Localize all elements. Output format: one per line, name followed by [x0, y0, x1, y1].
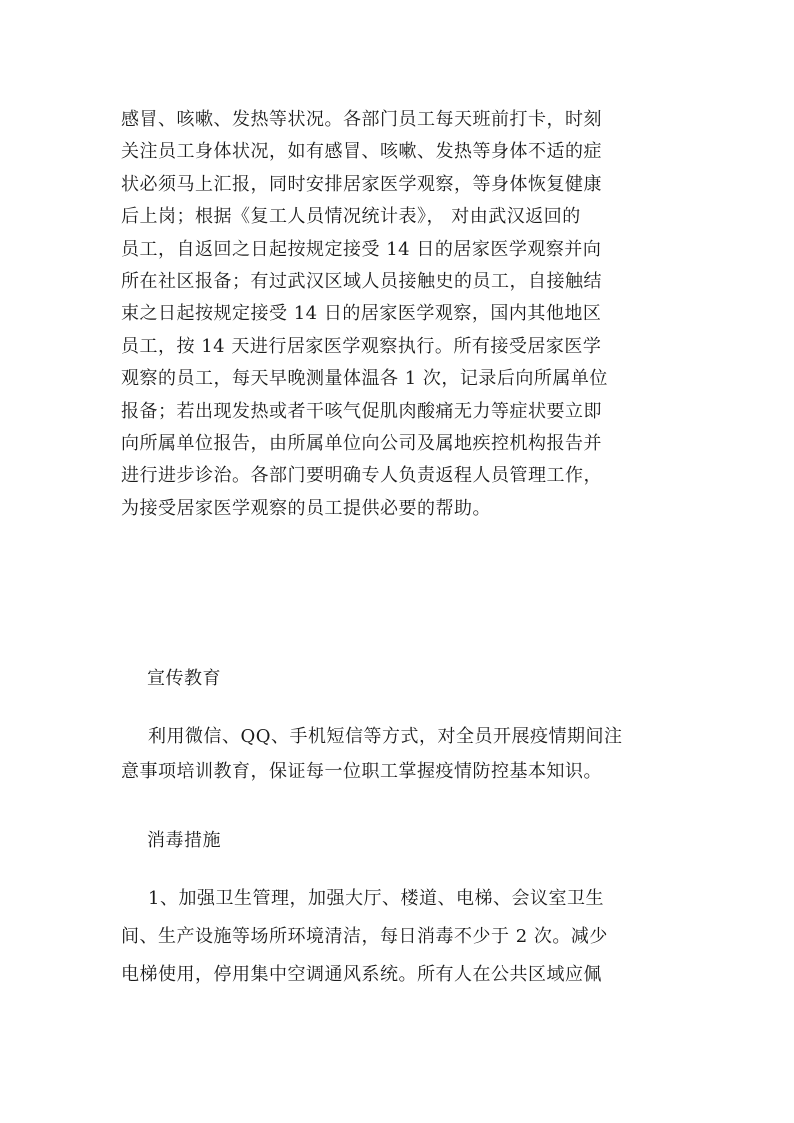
health-monitoring-paragraph [121, 104, 679, 525]
paragraph-line: 间、生产设施等场所环境清洁，每日消毒不少于 2 次。减少 [121, 926, 608, 947]
section-heading-publicity: 宣传教育 [147, 668, 221, 689]
paragraph-line: 束之日起按规定接受 14 日的居家医学观察，国内其他地区 [121, 303, 602, 325]
paragraph-line: 关注员工身体状况，如有感冒、咳嗽、发热等身体不适的症 [121, 141, 602, 163]
publicity-paragraph [121, 719, 679, 789]
paragraph-line: 感冒、咳嗽、发热等状况。各部门员工每天班前打卡，时刻 [121, 109, 602, 130]
paragraph-line: 1、加强卫生管理，加强大厅、楼道、电梯、会议室卫生 [148, 888, 604, 909]
section-heading-disinfection: 消毒措施 [147, 830, 221, 851]
paragraph-line: 报备；若出现发热或者干咳气促肌肉酸痛无力等症状要立即 [121, 400, 602, 422]
paragraph-line: 意事项培训教育，保证每一位职工掌握疫情防控基本知识。 [121, 761, 602, 782]
paragraph-line: 员工，自返回之日起按规定接受 14 日的居家医学观察并向 [121, 238, 602, 260]
paragraph-line: 电梯使用，停用集中空调通风系统。所有人在公共区域应佩 [121, 964, 602, 985]
paragraph-line: 进行进步诊治。各部门要明确专人负责返程人员管理工作， [121, 465, 602, 487]
paragraph-line: 向所属单位报告，由所属单位向公司及属地疾控机构报告并 [121, 433, 602, 455]
paragraph-line: 为接受居家医学观察的员工提供必要的帮助。 [121, 497, 491, 519]
disinfection-paragraph [121, 880, 679, 994]
paragraph-line: 观察的员工，每天早晚测量体温各 1 次，记录后向所属单位 [121, 368, 608, 390]
paragraph-line: 员工，按 14 天进行居家医学观察执行。所有接受居家医学 [121, 335, 602, 357]
paragraph-line: 后上岗；根据《复工人员情况统计表》， 对由武汉返回的 [121, 206, 581, 228]
paragraph-line: 状必须马上汇报，同时安排居家医学观察，等身体恢复健康 [121, 173, 602, 195]
paragraph-line: 利用微信、QQ、手机短信等方式，对全员开展疫情期间注 [148, 726, 623, 747]
paragraph-line: 所在社区报备；有过武汉区域人员接触史的员工，自接触结 [121, 271, 602, 293]
